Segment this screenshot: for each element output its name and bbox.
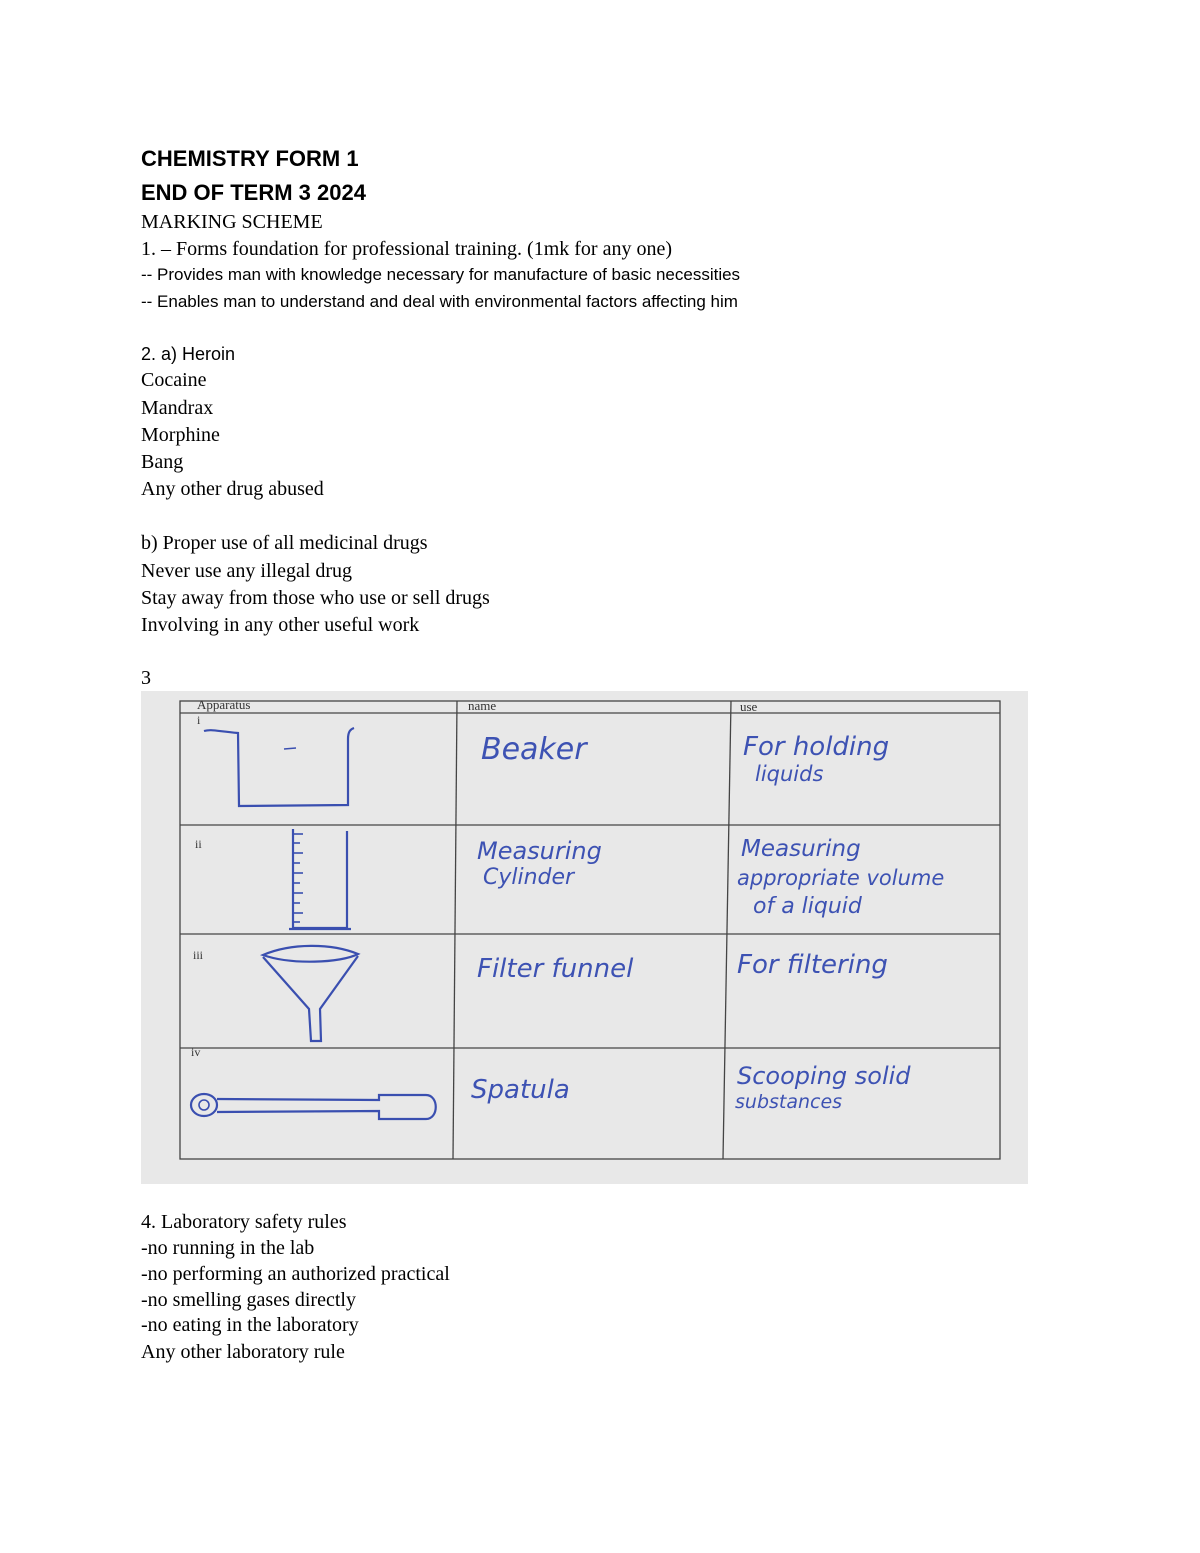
q2-b-item: Stay away from those who use or sell drugs — [141, 587, 490, 609]
q1-line-3: -- Enables man to understand and deal with environmental factors affecting him — [141, 292, 738, 311]
q2-a-label: 2. a) Heroin — [141, 344, 236, 364]
row-number: iv — [191, 1045, 201, 1059]
use-line: liquids — [755, 762, 824, 786]
name-line: Measuring — [477, 837, 602, 865]
name-line: Cylinder — [483, 865, 575, 890]
header-name: name — [468, 698, 497, 713]
doc-title: CHEMISTRY FORM 1 — [141, 146, 359, 171]
q4-item: -no smelling gases directly — [141, 1289, 356, 1311]
use-line: Measuring — [741, 836, 861, 862]
name-beaker: Beaker — [481, 732, 587, 767]
q2-b-label: b) Proper use of all medicinal drugs — [141, 532, 428, 554]
apparatus-table-image — [141, 691, 1028, 1184]
measuring-cylinder-drawing — [289, 829, 351, 929]
q2-a-item: Any other drug abused — [141, 478, 324, 500]
name-filter-funnel: Filter funnel — [477, 954, 634, 984]
spatula-drawing — [191, 1094, 436, 1119]
q3-label: 3 — [141, 667, 151, 689]
apparatus-table — [141, 691, 1028, 1184]
q2-a-item: Bang — [141, 451, 184, 473]
row-number: ii — [195, 837, 202, 851]
use-line: For holding — [743, 732, 890, 762]
use-line: For filtering — [737, 950, 888, 980]
beaker-drawing — [204, 728, 354, 806]
header-use: use — [740, 699, 758, 714]
q2-b-item: Never use any illegal drug — [141, 560, 353, 582]
q4-label: 4. Laboratory safety rules — [141, 1211, 347, 1233]
filter-funnel-drawing — [263, 946, 358, 1041]
use-line: appropriate volume — [737, 866, 945, 890]
q2-b-item: Involving in any other useful work — [141, 614, 420, 636]
row-number: i — [197, 713, 201, 727]
use-line: substances — [735, 1091, 843, 1113]
q4-item: Any other laboratory rule — [141, 1341, 345, 1363]
use-line: Scooping solid — [737, 1062, 911, 1090]
q2-a-item: Mandrax — [141, 397, 214, 419]
q2-a-item: Morphine — [141, 424, 220, 446]
q4-item: -no eating in the laboratory — [141, 1314, 359, 1336]
doc-subtitle: END OF TERM 3 2024 — [141, 180, 366, 205]
use-line: of a liquid — [753, 894, 862, 919]
q1-line-2: -- Provides man with knowledge necessary for manufacture of basic necessities — [141, 265, 741, 284]
q1-line-1: 1. – Forms foundation for professional training. (1mk for any one) — [141, 238, 673, 260]
q2-a-item: Cocaine — [141, 369, 207, 391]
name-spatula: Spatula — [471, 1075, 570, 1105]
q4-item: -no running in the lab — [141, 1237, 315, 1259]
q4-item: -no performing an authorized practical — [141, 1263, 450, 1285]
row-number: iii — [193, 948, 204, 962]
marking-scheme-heading: MARKING SCHEME — [141, 211, 323, 233]
header-apparatus: Apparatus — [197, 697, 251, 712]
